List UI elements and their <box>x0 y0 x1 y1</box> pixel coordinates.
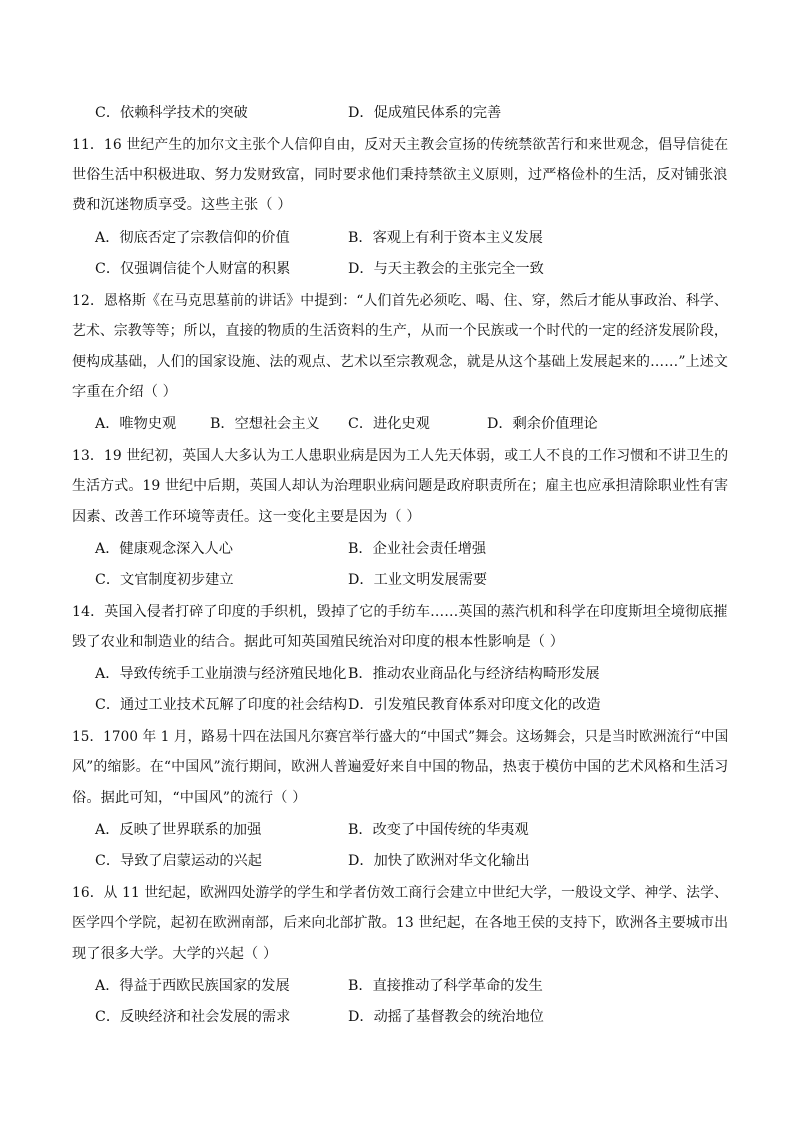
q16-option-b: B．直接推动了科学革命的发生 <box>348 978 543 994</box>
q10-option-d: D．促成殖民体系的完善 <box>348 105 502 121</box>
q13-stem-line-1: 13．19 世纪初，英国人大多认为工人患职业病是因为工人先天体弱，或工人不良的工作习惯和不讲卫生的 <box>72 448 729 464</box>
q12-option-a: A．唯物史观 <box>95 416 177 432</box>
q12-stem-line-3: 便构成基础，人们的国家设施、法的观点、艺术以至宗教观念，就是从这个基础上发展起来的……”上述文 <box>72 354 728 370</box>
q11-option-b: B．客观上有利于资本主义发展 <box>348 230 543 246</box>
q12-stem-line-2: 艺术、宗教等等；所以，直接的物质的生活资料的生产，从而一个民族或一个时代的一定的经济发展阶段， <box>72 323 728 339</box>
q16-option-a: A．得益于西欧民族国家的发展 <box>95 978 290 994</box>
q16-option-c: C．反映经济和社会发展的需求 <box>95 1009 291 1025</box>
q14-option-a: A．导致传统手工业崩溃与经济殖民地化 <box>95 666 347 682</box>
q15-stem-line-2: 风”的缩影。在“中国风”流行期间，欧洲人普遍爱好来自中国的物品，热衷于模仿中国的艺术风格和生活习 <box>72 759 729 775</box>
q11-stem-line-2: 世俗生活中积极进取、努力发财致富，同时要求他们秉持禁欲主义原则，过严格俭朴的生活，反对铺张浪 <box>72 167 728 183</box>
q11-option-c: C．仅强调信徒个人财富的积累 <box>95 261 291 277</box>
q12-stem-line-1: 12．恩格斯《在马克思墓前的讲话》中提到：“人们首先必须吃、喝、住、穿，然后才能从事政治、科学、 <box>72 293 728 309</box>
q15-option-b: B．改变了中国传统的华夷观 <box>348 822 529 838</box>
q15-stem-line-3: 俗。据此可知，“中国风”的流行（ ） <box>72 790 307 806</box>
q14-stem-line-2: 毁了农业和制造业的结合。据此可知英国殖民统治对印度的根本性影响是（ ） <box>72 634 565 650</box>
q13-option-b: B．企业社会责任增强 <box>348 541 487 557</box>
q16-stem-line-1: 16．从 11 世纪起，欧洲四处游学的学生和学者仿效工商行会建立中世纪大学，一般设文学、神学、法学、 <box>72 885 728 901</box>
q10-option-c: C．依赖科学技术的突破 <box>95 105 248 121</box>
q13-option-a: A．健康观念深入人心 <box>95 541 233 557</box>
q15-stem-line-1: 15．1700 年 1 月，路易十四在法国凡尔赛宫举行盛大的“中国式”舞会。这场舞会，只是当时欧洲流行“中国 <box>72 729 729 745</box>
q12-option-d: D．剩余价值理论 <box>487 416 598 432</box>
q13-stem-line-3: 因素、改善工作环境等责任。这一变化主要是因为（ ） <box>72 509 421 525</box>
q11-stem-line-1: 11．16 世纪产生的加尔文主张个人信仰自由，反对天主教会宣扬的传统禁欲苦行和来世观念，倡导信徒在 <box>72 137 729 153</box>
q13-option-d: D．工业文明发展需要 <box>348 572 488 588</box>
q11-option-d: D．与天主教会的主张完全一致 <box>348 261 544 277</box>
q13-option-c: C．文官制度初步建立 <box>95 572 234 588</box>
q16-stem-line-2: 医学四个学院，起初在欧洲南部，后来向北部扩散。13 世纪起，在各地王侯的支持下，欧洲各主要城市出 <box>72 915 729 931</box>
q13-stem-line-2: 生活方式。19 世纪中后期，英国人却认为治理职业病问题是政府职责所在；雇主也应承担清除职业性有害 <box>72 478 729 494</box>
q14-option-d: D．引发殖民教育体系对印度文化的改造 <box>348 697 601 713</box>
q15-option-c: C．导致了启蒙运动的兴起 <box>95 853 262 869</box>
q16-option-d: D．动摇了基督教会的统治地位 <box>348 1009 544 1025</box>
q11-option-a: A．彻底否定了宗教信仰的价值 <box>95 230 290 246</box>
q12-option-b: B．空想社会主义 <box>210 416 320 432</box>
q15-option-d: D．加快了欧洲对华文化输出 <box>348 853 530 869</box>
q15-option-a: A．反映了世界联系的加强 <box>95 822 262 838</box>
q16-stem-line-3: 现了很多大学。大学的兴起（ ） <box>72 946 278 962</box>
q14-option-c: C．通过工业技术瓦解了印度的社会结构 <box>95 697 348 713</box>
q12-stem-line-4: 字重在介绍（ ） <box>72 384 178 400</box>
q12-option-c: C．进化史观 <box>348 416 430 432</box>
q14-option-b: B．推动农业商品化与经济结构畸形发展 <box>348 666 600 682</box>
q14-stem-line-1: 14．英国入侵者打碎了印度的手织机，毁掉了它的手纺车……英国的蒸汽机和科学在印度斯坦全境彻底摧 <box>72 604 728 620</box>
q11-stem-line-3: 费和沉迷物质享受。这些主张（ ） <box>72 197 292 213</box>
